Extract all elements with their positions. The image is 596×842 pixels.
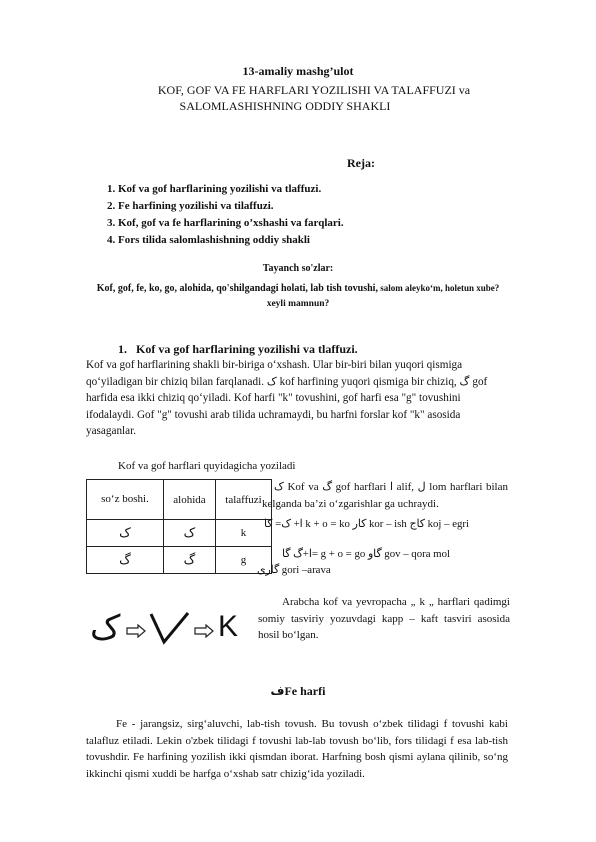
plan-item: 1. Kof va gof harflarining yozilishi va tlaffuzi. bbox=[118, 181, 344, 198]
plan-item: 4. Fors tilida salomlashishning oddiy shakli bbox=[118, 232, 344, 249]
table-cell: k bbox=[216, 520, 272, 547]
fe-paragraph: Fe - jarangsiz, sirg‘aluvchi, lab-tish tovush. Bu tovush o‘zbek tilidagi f tovushi kabi talafluz etiladi. Lekin o'zbek tilidagi f tovushi lab-lab tovush bo‘lib, fors tilidagi f esa lab-tish tovushdir. Fe harfining yozilish ikki qismdan iborat. Harfning bosh qismi aylana qilinib, so‘ng ikkinchi qismi xuddi be harfga o‘xshab satr chizig‘ida yoziladi. bbox=[86, 718, 508, 780]
example-line-3: گاری gori –arava bbox=[257, 564, 331, 576]
table-cell: g bbox=[216, 547, 272, 574]
table-cell: ک bbox=[164, 520, 216, 547]
plan-item: 3. Kof, gof va fe harflarining o’xshashi va farqlari. bbox=[118, 215, 344, 232]
table-row bbox=[87, 547, 272, 574]
section2-heading bbox=[0, 684, 596, 699]
title-line-1: KOF, GOF VA FE HARFLARI YOZILISHI VA TALAFFUZI va bbox=[157, 83, 471, 97]
table-caption: Kof va gof harflari quyidagicha yoziladi bbox=[118, 460, 296, 472]
palm-glyph-icon bbox=[148, 610, 192, 648]
table-cell: گ bbox=[87, 547, 164, 574]
table-header-cell: talaffuzi bbox=[216, 480, 272, 520]
example-line-2: ا+گ گا= g + o = go گاو gov – qora mol bbox=[282, 548, 450, 560]
plan-list bbox=[96, 181, 344, 249]
section1-number: 1. bbox=[118, 342, 127, 356]
letter-evolution bbox=[84, 606, 254, 656]
table-cell: گ bbox=[164, 547, 216, 574]
section1-paragraph: Kof va gof harflarining shakli bir-biriga o‘xshash. Ular bir-biri bilan yuqori qismiga qo‘yiladigan bir chiziq bilan farqlanadi. ک kof harfining yuqori qismiga bir chiziq, گ gof harfida esa ikki chiziq qo‘yiladi. Kof harfi "k" tovushini, gof harfi esa "g" tovushini ifodalaydi. Gof "g" tovushi arab tilida uchramaydi, bu harfni forslar kof "k" asosida yasaganlar. bbox=[86, 359, 488, 437]
table-cell: ک bbox=[87, 520, 164, 547]
section1-heading bbox=[118, 342, 358, 357]
evolution-arrow-icon bbox=[126, 624, 146, 638]
section2-title: Fe harfi bbox=[284, 684, 326, 698]
keywords-phrases: salom aleyko‘m, holetun xube? bbox=[377, 283, 500, 293]
plan-item: 2. Fe harfining yozilishi va tilaffuzi. bbox=[118, 198, 344, 215]
keywords-heading: Tayanch so'zlar: bbox=[262, 263, 334, 274]
table-header-row bbox=[87, 480, 272, 520]
origin-note: Arabcha kof va yevropacha „ k „ harflari qadimgi somiy tasviriy yozuvdagi kapp – kaft tasviri asosida hosil bo‘lgan. bbox=[258, 596, 510, 641]
table-row bbox=[87, 520, 272, 547]
example-line-1: ا+ ک= کا k + o = ko کار kor – ish کاج koj – egri bbox=[264, 518, 469, 530]
evolution-arrow-icon bbox=[194, 624, 214, 638]
letter-forms-table bbox=[86, 479, 272, 574]
keywords-line-2: xeyli mamnun? bbox=[266, 299, 330, 309]
section1-title: Kof va gof harflarining yozilishi va tlaffuzi. bbox=[136, 342, 358, 356]
table-header-cell: alohida bbox=[164, 480, 216, 520]
plan-heading: Reja: bbox=[347, 156, 375, 170]
latin-k-letter: K bbox=[218, 610, 239, 643]
keywords-main: Kof, gof, fe, ko, go, alohida, qo'shilgandagi holati, lab tish tovushi, bbox=[96, 283, 378, 294]
fe-letter: ف bbox=[270, 684, 285, 698]
kof-gof-note: ک Kof va گ gof harflari ا alif, ل lom harflari bilan kelganda ba’zi o‘zgarishlar ga uchraydi. bbox=[262, 481, 508, 510]
exercise-number: 13-amaliy mashg’ulot bbox=[242, 64, 354, 78]
keywords-line-1 bbox=[0, 283, 596, 294]
table-header-cell: so‘z boshi. bbox=[87, 480, 164, 520]
title-line-2: SALOMLASHISHNING ODDIY SHAKLI bbox=[179, 99, 391, 113]
kof-letter: ک bbox=[90, 608, 121, 648]
